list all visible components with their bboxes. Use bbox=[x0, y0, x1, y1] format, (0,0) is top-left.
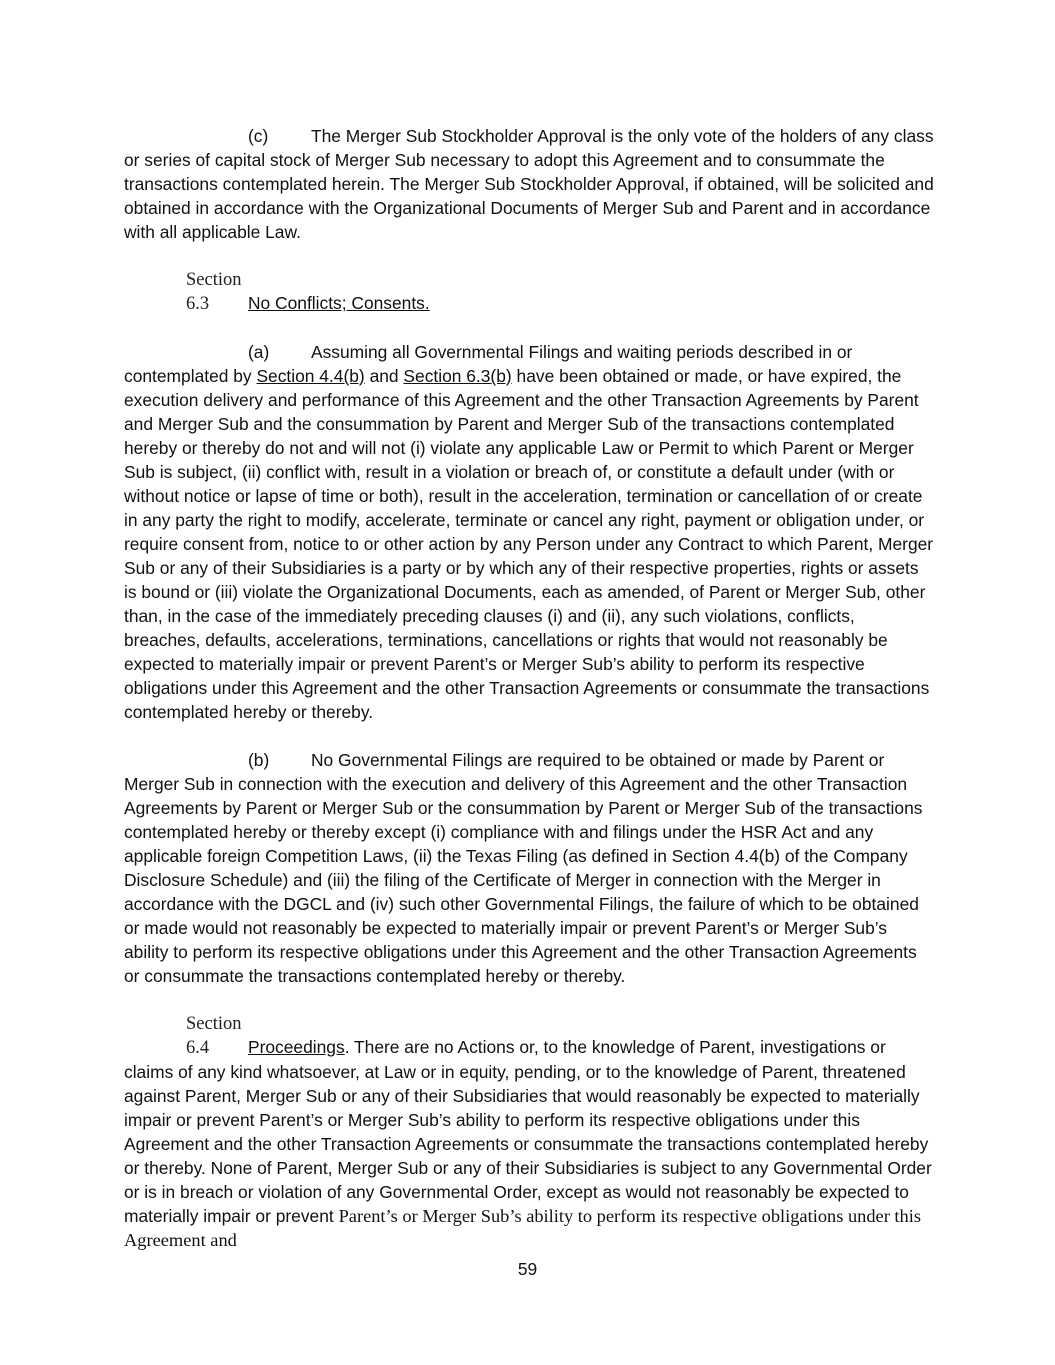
section-6-3b-reference[interactable]: Section 6.3(b) bbox=[403, 366, 512, 386]
section-6-3-number: Section 6.3 bbox=[186, 270, 242, 314]
paragraph-b-marker: (b) bbox=[248, 750, 270, 770]
paragraph-c-marker: (c) bbox=[248, 126, 269, 146]
paragraph-c bbox=[124, 124, 934, 244]
paragraph-a-text-1: Assuming all Governmental Filings and waiting periods described in or contemplated by bbox=[124, 342, 853, 386]
paragraph-a-text-2: and bbox=[364, 366, 404, 386]
section-6-3-heading bbox=[124, 268, 934, 316]
paragraph-a bbox=[124, 340, 934, 724]
section-6-3-title: No Conflicts; Consents. bbox=[248, 293, 430, 313]
section-6-4-text-serif: Parent’s or Merger Sub’s ability to perform its respective obligations under this Agreement and bbox=[124, 1206, 922, 1250]
paragraph-a-text-3: have been obtained or made, or have expired, the execution delivery and performance of this Agreement and the other Transaction Agreements by Parent and Merger Sub and the consummation by Parent and Merger Sub of the transactions contemplated hereby or thereby do not and will not (i) violate any applicable Law or Permit to which Parent or Merger Sub is subject, (ii) conflict with, result in a violation or breach of, or constitute a default under (with or without notice or lapse of time or both), result in the acceleration, termination or cancellation of or create in any party the right to modify, accelerate, terminate or cancel any right, payment or obligation under, or require consent from, notice to or other action by any Person under any Contract to which Parent, Merger Sub or any of their Subsidiaries is a party or by which any of their respective properties, rights or assets is bound or (iii) violate the Organizational Documents, each as amended, of Parent or Merger Sub, other than, in the case of the immediately preceding clauses (i) and (ii), any such violations, conflicts, breaches, defaults, accelerations, terminations, cancellations or rights that would not reasonably be expected to materially impair or prevent Parent’s or Merger Sub’s ability to perform its respective obligations under this Agreement and the other Transaction Agreements or consummate the transactions contemplated hereby or thereby. bbox=[124, 366, 934, 722]
section-6-4-number: Section 6.4 bbox=[186, 1014, 242, 1058]
section-6-4-title: Proceedings bbox=[248, 1037, 345, 1057]
section-4-4b-reference[interactable]: Section 4.4(b) bbox=[256, 366, 365, 386]
paragraph-b-text: No Governmental Filings are required to be obtained or made by Parent or Merger Sub in connection with the execution and delivery of this Agreement and the other Transaction Agreements by Parent or Merger Sub or the consummation by Parent or Merger Sub of the transactions contemplated hereby or thereby except (i) compliance with and filings under the HSR Act and any applicable foreign Competition Laws, (ii) the Texas Filing (as defined in Section 4.4(b) of the Company Disclosure Schedule) and (iii) the filing of the Certificate of Merger in connection with the Merger in accordance with the DGCL and (iv) such other Governmental Filings, the failure of which to be obtained or made would not reasonably be expected to materially impair or prevent Parent’s or Merger Sub’s ability to perform its respective obligations under this Agreement and the other Transaction Agreements or consummate the transactions contemplated hereby or thereby. bbox=[124, 750, 923, 986]
paragraph-b bbox=[124, 748, 934, 988]
document-page bbox=[124, 124, 934, 1252]
paragraph-a-marker: (a) bbox=[248, 342, 270, 362]
section-6-4 bbox=[124, 1012, 934, 1252]
section-6-4-text: . There are no Actions or, to the knowledge of Parent, investigations or claims of any kind whatsoever, at Law or in equity, pending, or to the knowledge of Parent, threatened against Parent, Merger Sub or any of their Subsidiaries that would reasonably be expected to materially impair or prevent Parent’s or Merger Sub’s ability to perform its respective obligations under this Agreement and the other Transaction Agreements or consummate the transactions contemplated hereby or thereby. None of Parent, Merger Sub or any of their Subsidiaries is subject to any Governmental Order or is in breach or violation of any Governmental Order, except as would not reasonably be expected to materially impair or prevent bbox=[124, 1037, 932, 1226]
page-number: 59 bbox=[517, 1259, 538, 1279]
paragraph-c-text: The Merger Sub Stockholder Approval is the only vote of the holders of any class or series of capital stock of Merger Sub necessary to adopt this Agreement and to consummate the transactions contemplated herein. The Merger Sub Stockholder Approval, if obtained, will be solicited and obtained in accordance with the Organizational Documents of Merger Sub and Parent and in accordance with all applicable Law. bbox=[124, 126, 934, 242]
